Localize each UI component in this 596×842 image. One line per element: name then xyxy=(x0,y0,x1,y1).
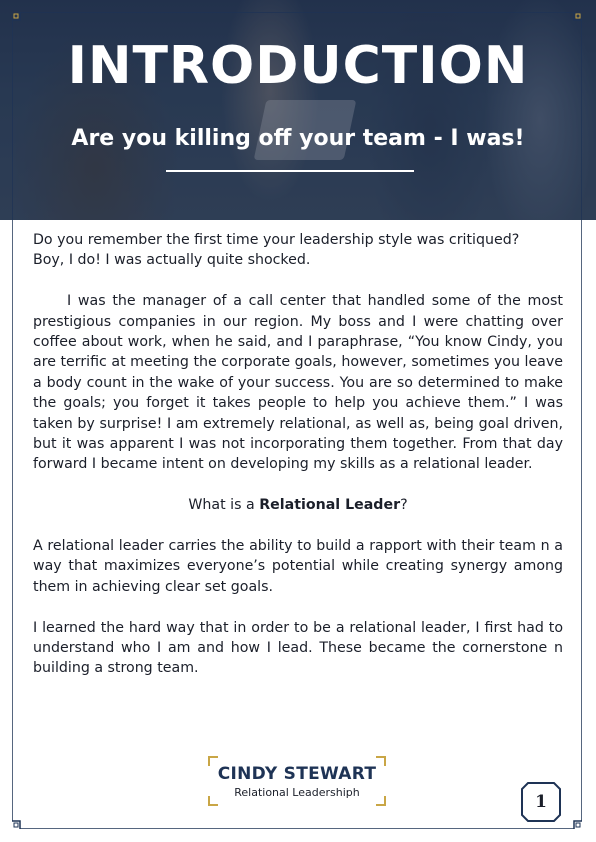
paragraph-definition: A relational leader carries the ability to build a rapport with their team n a way that maximizes everyone’s potential while creating synergy among them in achieving clear set goals. xyxy=(33,538,563,595)
question-suffix: ? xyxy=(400,497,408,514)
page-subtitle xyxy=(0,126,596,151)
spacer xyxy=(33,271,563,291)
subtitle-emphasis: I was! xyxy=(450,126,525,151)
author-name: CINDY STEWART xyxy=(217,764,377,784)
subtitle-main: Are you killing off your team - xyxy=(71,126,451,151)
spacer xyxy=(33,597,563,617)
paragraph-conclusion: I learned the hard way that in order to be a relational leader, I first had to understand who I am and how I lead. These became the cornerstone n building a strong team. xyxy=(33,619,563,677)
question-term: Relational Leader xyxy=(259,497,401,514)
body-content xyxy=(33,230,563,679)
page-number: 1 xyxy=(535,792,547,812)
header-overlay xyxy=(0,0,596,220)
question-heading xyxy=(33,495,563,515)
header-banner xyxy=(0,0,596,220)
paragraph-intro-answer: Boy, I do! I was actually quite shocked. xyxy=(33,252,311,269)
author-role: Relational Leadershiph xyxy=(234,786,360,799)
paragraph-story: I was the manager of a call center that handled some of the most prestigious companies in our region. My boss and I were chatting over coffee about work, when he said, and I paraphrase, “You know Cindy, you are terrific at meeting the corporate goals, however, sometimes you leave a body count in the wake of your success. You are so determined to make the goals; you forget it takes people to help you achieve them.” I was taken by surprise! I am extremely relational, as well as, being goal driven, but it was apparent I was not incorporating them together. From that day forward I became intent on developing my skills as a relational leader. xyxy=(33,293,563,473)
signature-block xyxy=(208,756,386,806)
page-title: INTRODUCTION xyxy=(67,36,529,96)
spacer xyxy=(33,516,563,536)
page-number-badge xyxy=(520,781,562,823)
spacer xyxy=(33,475,563,495)
paragraph-intro-question: Do you remember the first time your leadership style was critiqued? xyxy=(33,232,520,248)
question-prefix: What is a xyxy=(188,497,260,514)
subtitle-underline xyxy=(166,170,414,172)
